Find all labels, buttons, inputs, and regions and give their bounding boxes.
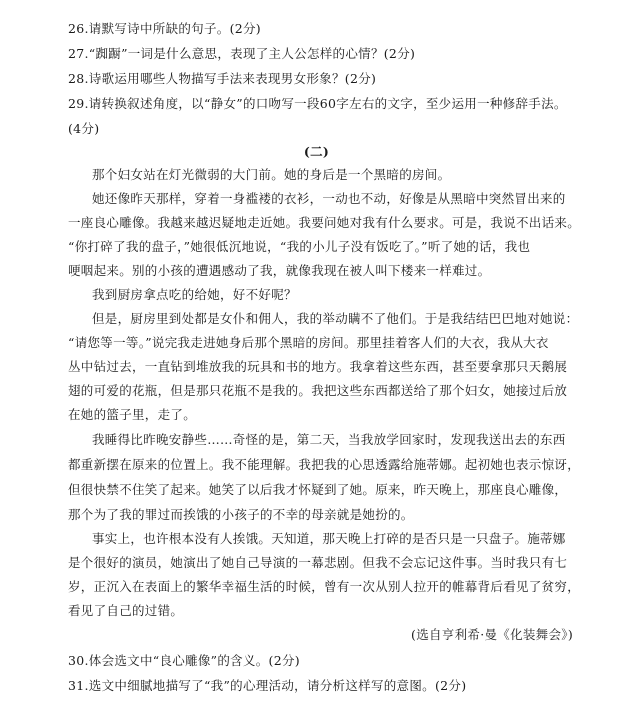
passage-line: 丛中钻过去，一直钻到堆放我的玩具和书的地方。我拿着这些东西，甚至要拿那只天鹅展	[68, 359, 568, 374]
passage-line: 哽咽起来。别的小孩的遭遇感动了我，就像我现在被人叫下楼来一样难过。	[68, 263, 491, 278]
passage-line: 看见了自己的过错。	[68, 603, 184, 618]
section-title: (二)	[303, 144, 330, 159]
passage-line: 是个很好的演员，她演出了她自己导演的一幕悲剧。但我不会忘记这件事。当时我只有七	[68, 555, 568, 570]
question-29-score: (4分)	[68, 121, 100, 136]
passage-line: “你打碎了我的盘子，”她很低沉地说，“我的小儿子没有饭吃了。”听了她的话，我也	[68, 239, 531, 254]
passage-line: 我睡得比昨晚安静些……奇怪的是，第二天，当我放学回家时，发现我送出去的东西	[92, 432, 566, 447]
passage-line: 一座良心雕像。我越来越迟疑地走近她。我要问她对我有什么要求。可是，我说不出话来。	[68, 215, 581, 230]
question-30: 30.体会选文中“良心雕像”的含义。(2分)	[68, 653, 300, 668]
question-27: 27.“踟蹰”一词是什么意思，表现了主人公怎样的心情？(2分)	[68, 46, 416, 61]
passage-line: 翅的可爱的花瓶，但是那只花瓶不是我的。我把这些东西都送给了那个妇女，她接过后放	[68, 383, 568, 398]
passage-line: 她还像昨天那样，穿着一身褴褛的衣衫，一动也不动，好像是从黑暗中突然冒出来的	[92, 191, 566, 206]
passage-line: “请您等一等。”说完我走进她身后那个黑暗的房间。那里挂着客人们的大衣，我从大衣	[68, 335, 549, 350]
passage-line: 那个为了我的罪过而挨饿的小孩子的不幸的母亲就是她扮的。	[68, 507, 414, 522]
passage-line: 但是，厨房里到处都是女仆和佣人，我的举动瞒不了他们。于是我结结巴巴地对她说：	[92, 311, 579, 326]
passage-line: 但很快禁不住笑了起来。她笑了以后我才怀疑到了她。原来，昨天晚上，那座良心雕像，	[68, 482, 568, 497]
passage-line: 我到厨房拿点吃的给她，好不好呢？	[92, 287, 297, 302]
passage-line: 岁，正沉入在表面上的繁华幸福生活的时候，曾有一次从别人拉开的帷幕背后看见了贫穷，	[68, 579, 581, 594]
passage-line: 在她的篮子里，走了。	[68, 407, 197, 422]
question-29: 29.请转换叙述角度，以“静女”的口吻写一段60字左右的文字，至少运用一种修辞手法。	[68, 96, 567, 111]
question-31: 31.选文中细腻地描写了“我”的心理活动，请分析这样写的意图。(2分)	[68, 678, 467, 693]
question-26: 26.请默写诗中所缺的句子。(2分)	[68, 21, 261, 36]
passage-line: 事实上，也许根本没有人挨饿。天知道，那天晚上打碎的是否只是一只盘子。施蒂娜	[92, 531, 566, 546]
source-citation: (选自亨利希·曼《化装舞会》)	[411, 627, 573, 642]
question-28: 28.诗歌运用哪些人物描写手法来表现男女形象？(2分)	[68, 71, 377, 86]
passage-line: 那个妇女站在灯光微弱的大门前。她的身后是一个黑暗的房间。	[92, 167, 451, 182]
passage-line: 都重新摆在原来的位置上。我不能理解。我把我的心思透露给施蒂娜。起初她也表示惊讶，	[68, 457, 581, 472]
